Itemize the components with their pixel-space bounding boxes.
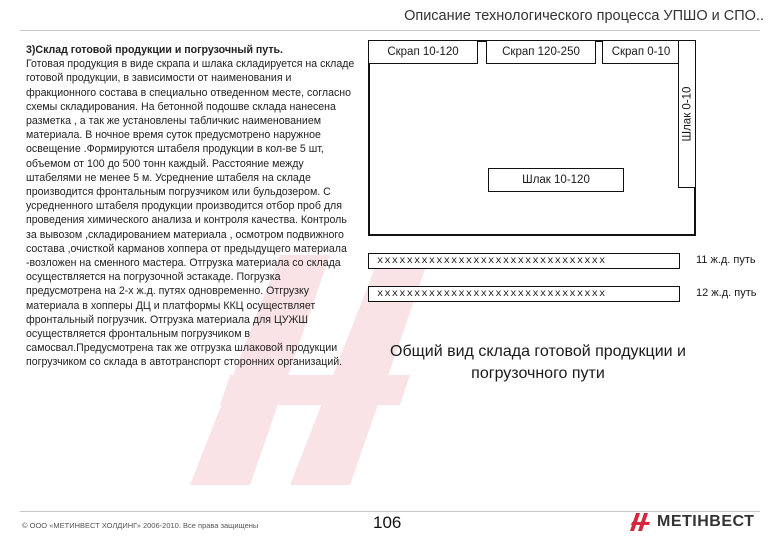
copyright-text: © ООО «МЕТИНВЕСТ ХОЛДИНГ» 2006-2010. Все права защищены: [22, 521, 259, 530]
diagram-caption: Общий вид склада готовой продукции и погрузочного пути: [390, 343, 686, 382]
header-divider: [20, 30, 760, 31]
company-logo: [630, 513, 754, 531]
rail-track-label: 12 ж.д. путь: [696, 287, 757, 299]
logo-text: МЕТІНВЕСТ: [657, 513, 755, 530]
cell-scrap-120-250: [486, 40, 596, 64]
section-heading: 3)Склад готовой продукции и погрузочный путь.: [26, 44, 283, 56]
rail-track-12: xxxxxxxxxxxxxxxxxxxxxxxxxxxxxxx: [368, 286, 680, 302]
cell-label: Скрап 120-250: [502, 46, 580, 58]
cell-scrap-10-120: [368, 40, 478, 64]
process-description: [26, 43, 356, 370]
metinvest-logo-icon: [630, 513, 652, 531]
description-text: Готовая продукция в виде скрапа и шлака складируется на складе готовой продукции, в зависимости от наименования и фракционного состава в специально отведенном месте, согласно схемы складирования. На бетонной подошве склада нанесена разметка , а так же установлены табличкис наименованием материала. В ночное время суток предусмотрено наружное освещение .Формируются штабеля продукции в кол-ве 5 шт, объемом от 100 до 500 тонн каждый. Расстояние между штабелями не менее 5 м. Усреднение штабеля на складе производится фронтальным погрузчиком или бульдозером. С усредненного штабеля продукции производится отбор проб для проведения химического анализа и контроля качества. Контроль за вывозом ,складированием материала , осмотром подвижного состава ,очисткой карманов хоппера от предыдущего материала -возложен на сменного мастера. Отгрузка материала со склада осуществляется на погрузочной эстакаде. Погрузка предусмотрена на 2-х ж.д. путях одновременно. Отгрузку материала в хопперы ДЦ и платформы ККЦ осуществляет фронтальный погрузчик. Отгрузка материала для ЦУЖШ осуществляется фронтальным погрузчиком в самосвал.Предусмотрена так же отгрузка шлаковой продукции погрузчиком со склада в автотранспорт сторонних организаций.: [26, 58, 355, 369]
rail-track-label: 11 ж.д. путь: [696, 254, 756, 266]
warehouse-diagram: [368, 40, 696, 236]
cell-slag-10-120: [488, 168, 624, 192]
cell-scrap-0-10: [602, 40, 680, 64]
cell-label: Шлак 10-120: [522, 174, 590, 186]
cell-label: Скрап 0-10: [611, 46, 671, 58]
page-number: 106: [373, 513, 402, 532]
cell-label: Шлак 0-10: [681, 86, 694, 142]
cell-slag-0-10: [678, 40, 696, 188]
footer-divider: [20, 511, 760, 512]
cell-label: Скрап 10-120: [387, 46, 459, 58]
rail-track-11: xxxxxxxxxxxxxxxxxxxxxxxxxxxxxxx: [368, 253, 680, 269]
page-title: Описание технологического процесса УПШО и СПО..: [404, 8, 764, 24]
